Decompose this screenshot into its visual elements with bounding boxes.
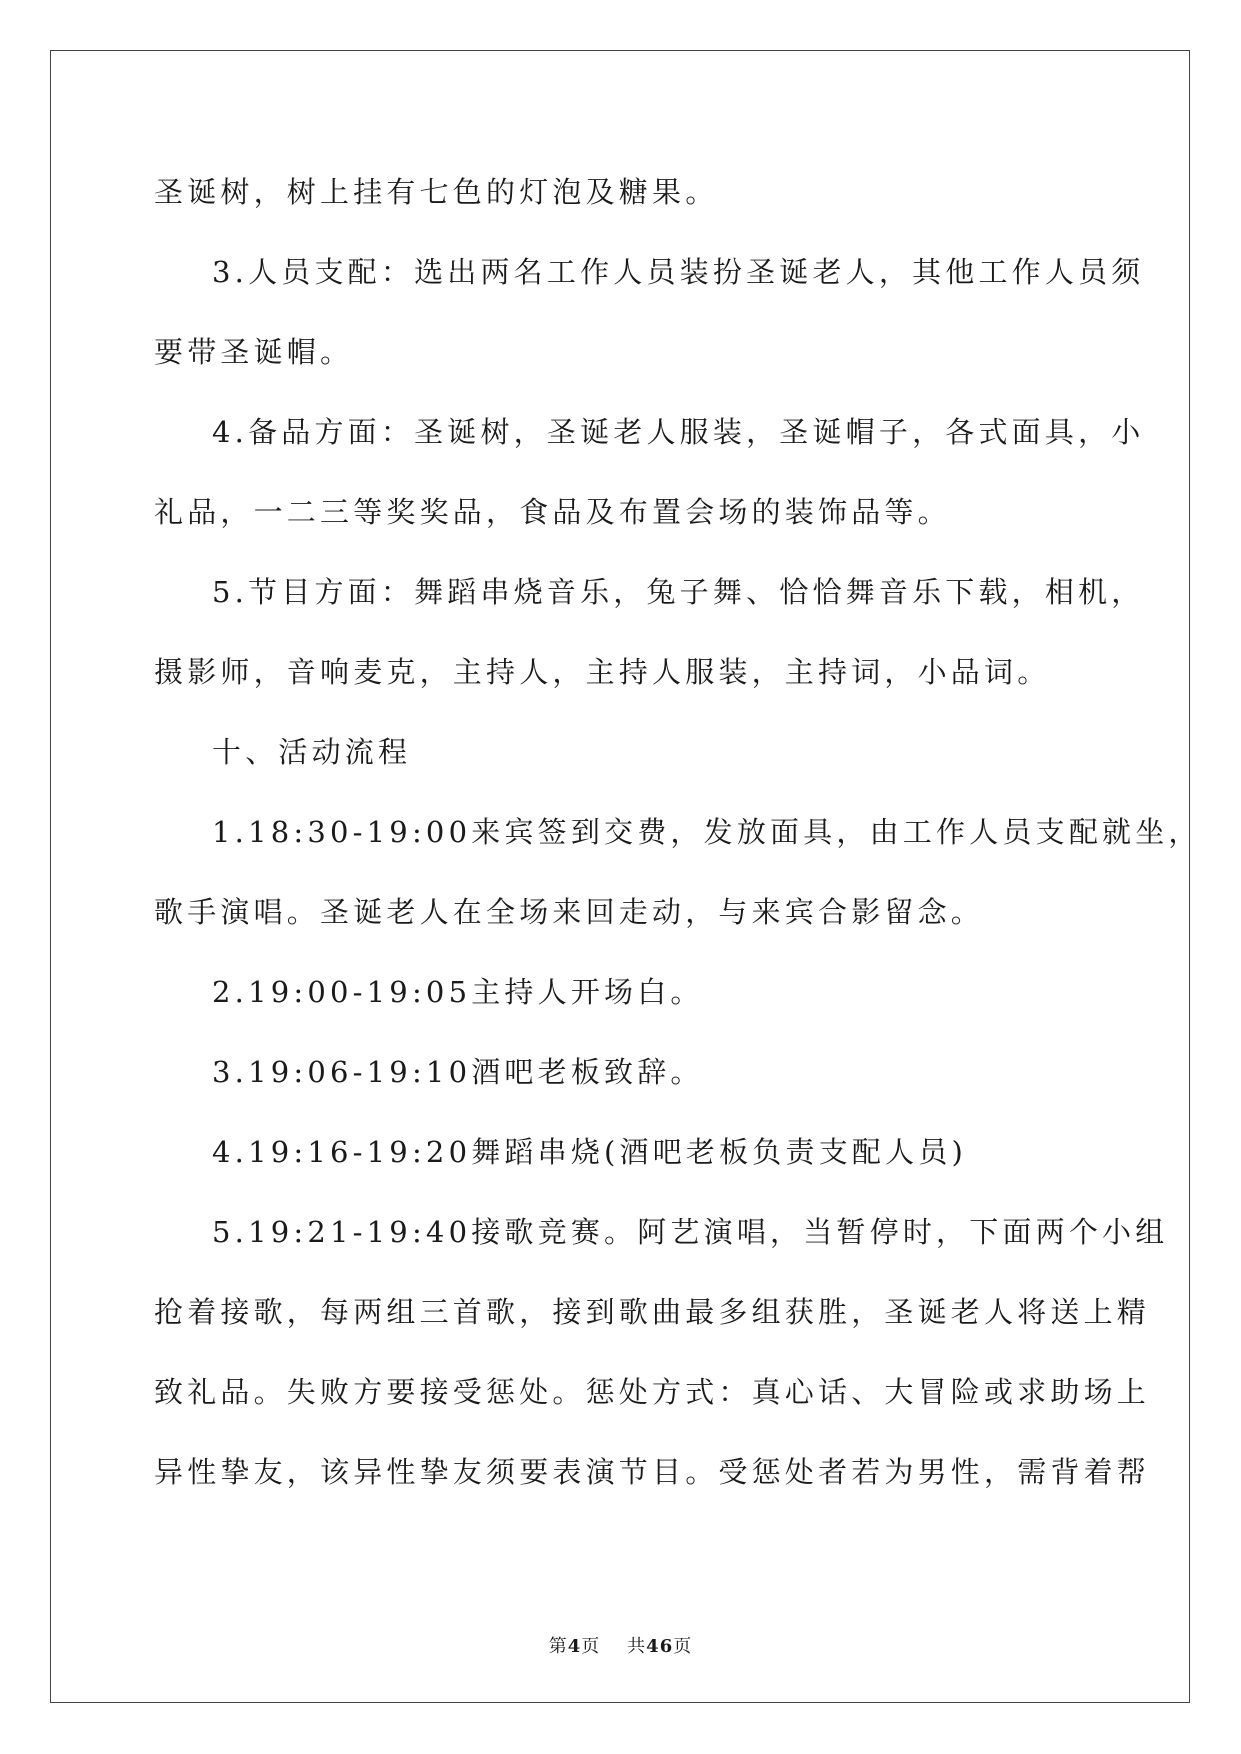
- body-line-5: 礼品，一二三等奖奖品，食品及布置会场的装饰品等。: [154, 495, 951, 529]
- body-line-17: 异性挚友，该异性挚友须要表演节目。受惩处者若为男性，需背着帮: [154, 1455, 1151, 1489]
- body-line-13: 4.19:16-19:20舞蹈串烧(酒吧老板负责支配人员): [212, 1135, 968, 1169]
- body-line-4: 4.备品方面：圣诞树，圣诞老人服装，圣诞帽子，各式面具，小: [212, 415, 1145, 449]
- body-line-15: 抢着接歌，每两组三首歌，接到歌曲最多组获胜，圣诞老人将送上精: [154, 1295, 1151, 1329]
- footer-total-pages: 46: [646, 1636, 674, 1657]
- footer-suffix: 页: [673, 1636, 693, 1657]
- body-line-9: 1.18:30-19:00来宾签到交费，发放面具，由工作人员支配就坐，: [212, 815, 1202, 849]
- body-line-16: 致礼品。失败方要接受惩处。惩处方式：真心话、大冒险或求助场上: [154, 1375, 1151, 1409]
- body-line-7: 摄影师，音响麦克，主持人，主持人服装，主持词，小品词。: [154, 655, 1051, 689]
- body-line-14: 5.19:21-19:40接歌竞赛。阿艺演唱，当暂停时，下面两个小组: [212, 1215, 1169, 1249]
- section-heading: 十、活动流程: [212, 735, 412, 769]
- body-line-1: 圣诞树，树上挂有七色的灯泡及糖果。: [154, 175, 719, 209]
- body-line-11: 2.19:00-19:05主持人开场白。: [212, 975, 704, 1009]
- body-line-10: 歌手演唱。圣诞老人在全场来回走动，与来宾合影留念。: [154, 895, 985, 929]
- body-line-3: 要带圣诞帽。: [154, 335, 354, 369]
- body-line-12: 3.19:06-19:10酒吧老板致辞。: [212, 1055, 704, 1089]
- body-line-6: 5.节目方面：舞蹈串烧音乐，兔子舞、恰恰舞音乐下载，相机，: [212, 575, 1145, 609]
- page-footer: [0, 1632, 1241, 1658]
- footer-page-number: 4: [567, 1636, 582, 1657]
- footer-middle: 页 共: [581, 1636, 647, 1657]
- footer-prefix: 第: [548, 1636, 568, 1657]
- body-line-2: 3.人员支配：选出两名工作人员装扮圣诞老人，其他工作人员须: [212, 255, 1145, 289]
